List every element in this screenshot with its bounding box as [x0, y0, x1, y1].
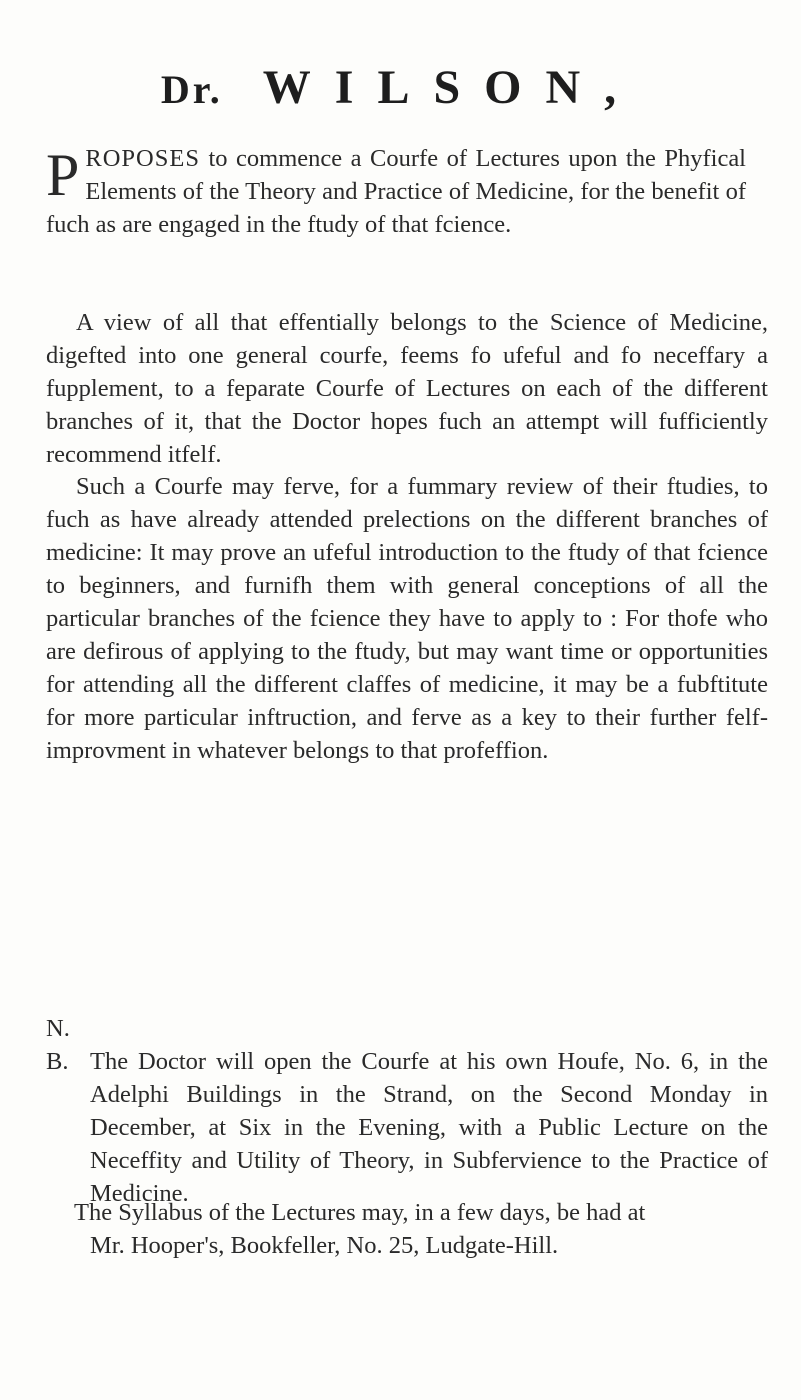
paragraph-summary: Such a Courfe may ferve, for a fummary review of their ftudies, to fuch as have already attended prelections on the different branches of medicine: It may prove an ufeful introduction to the ftudy of that fcience to beginners, and furnifh them with general conceptions of all the particular branches of the fcience they have to apply to : For thofe who are defirous of applying to the ftudy, but may want time or opportunities for attending all the different claffes of medicine, it may be a fubftitute for more particular inftruction, and ferve as a key to their further felf-improvment in whatever belongs to that profeffion. — [46, 473, 768, 764]
syllabus-line-2: Mr. Hooper's, Bookfeller, No. 25, Ludgate-Hill. — [90, 1232, 559, 1259]
drop-cap: P — [46, 142, 80, 208]
title-name: WILSON, — [262, 61, 641, 114]
nota-bene-label: N. B. — [46, 1015, 70, 1075]
page-title — [0, 58, 801, 120]
syllabus-notice — [46, 1196, 768, 1262]
nota-bene — [46, 1012, 768, 1210]
paragraph-view: A view of all that effentially belongs to the Science of Medicine, digefted into one general courfe, feems fo ufeful and fo neceffary a fupplement, to a feparate Courfe of Lectures on each of the different branches of it, that the Doctor hopes fuch an attempt will fufficiently recommend itfelf. — [46, 309, 768, 468]
intro-lead-word: ROPOSES — [85, 145, 200, 172]
intro-paragraph — [46, 142, 746, 241]
title-prefix: Dr. — [160, 67, 223, 112]
intro-text: to commence a Courfe of Lectures upon the Phyfical Elements of the Theory and Practice of Medicine, for the benefit of fuch as are engaged in the ftudy of that fcience. — [46, 145, 746, 238]
nota-bene-text: The Doctor will open the Courfe at his own Houfe, No. 6, in the Adelphi Buildings in the Strand, on the Second Monday in December, at Six in the Evening, with a Public Lecture on the Neceffity and Utility of Theory, in Subfervience to the Practice of Medicine. — [90, 1048, 768, 1207]
syllabus-line-1: The Syllabus of the Lectures may, in a few days, be had at — [74, 1199, 646, 1226]
